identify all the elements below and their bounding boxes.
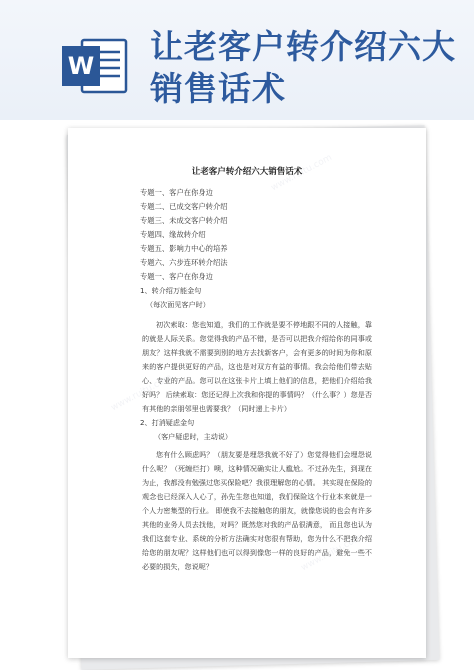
toc-item: 专题三、未成交客户转介绍 [140, 216, 228, 225]
word-document-icon [60, 34, 130, 98]
svg-text:W: W [67, 52, 95, 80]
banner-title: 让老客户转介绍六大销售话术 [150, 27, 456, 108]
toc-item: 专题五、影响力中心的培养 [140, 244, 228, 253]
section-subheading: （每次面见客户时） [146, 300, 210, 309]
toc-item: 专题一、客户在你身边 [140, 188, 213, 197]
document-page: www.ruitu.com www.ruitu.com www.ruitu.com 让老客户转介绍六大销售话术 专题一、客户在你身边 专题二、已成交客户转介绍 专题三、未成交客户转介绍 专题四、缘故转介绍 专题五、影响力中心的培养 专题六、六步连环转介绍法 专题一、客户在你身边 1、转介绍万能金句 （每次面见客户时） 初次索取：您也知道，我们的工作就是要不停地跟不同的人接触，靠的就是人际关系。您觉得我的产品不错，是否可以把我介绍给你的同事或朋友？这样我就不需要到别的地方去找新客户，会有更多的时间为你和原来的客户提供更好的产品，这也是对双方有益的事情。我会给他们带去贴心、专业的产品。您可以在这张卡片上填上他们的信息，把他们介绍给我好吗？ 后续索取：您还记得上次我和你提的事情吗？（什么事？）您是否有其他的亲朋邻里也需要我？（同时递上卡片） 2、打消疑虑金句 （客户疑虑时，主动说） 您有什么顾虑吗？（朋友要是埋怨我就不好了）您觉得他们会埋怨说什么呢？（死缠烂打）噢，这种情况确实让人尴尬。不过孙先生，到现在为止，我都没有勉强过您买保险吧？我很理解您的心情。 其实现在保险的观念也已经深入人心了，孙先生您也知道，我们保险这个行业本来就是一个人力密集型的行业。 即使我不去接触您的朋友，就像您说的也会有许多其他的业务人员去找他，对吗？既然您对我的产品很满意， 而且您也认为我们这套专业、系统的分析方法确实对您很有帮助，您为什么不把我介绍给您的朋友呢？这样他们也可以得到像您一样的良好的产品，避免一些不必要的损失，您说呢？ [68, 128, 426, 658]
banner [0, 0, 474, 120]
section-subheading: （客户疑虑时，主动说） [154, 432, 233, 441]
section-paragraph: 您有什么顾虑吗？（朋友要是埋怨我就不好了）您觉得他们会埋怨说什么呢？（死缠烂打）噢，这种情况确实让人尴尬。不过孙先生，到现在为止，我都没有勉强过您买保险吧？我很理解您的心情。 其实现在保险的观念也已经深入人心了，孙先生您也知道，我们保险这个行业本来就是一个人力密集型的行业。 即使我不去接触您的朋友，就像您说的也会有许多其他的业务人员去找他，对吗？既然您对我的产品很满意， 而且您也认为我们这套专业、系统的分析方法确实对您很有帮助，您为什么不把我介绍给您的朋友呢？这样他们也可以得到像您一样的良好的产品，避免一些不必要的损失，您说呢？ [142, 450, 372, 571]
toc-item: 专题六、六步连环转介绍法 [140, 258, 228, 267]
toc-item: 专题一、客户在你身边 [140, 272, 213, 281]
section-heading: 1、转介绍万能金句 [140, 286, 202, 295]
table-of-contents [140, 186, 400, 284]
document-title: 让老客户转介绍六大销售话术 [191, 167, 303, 177]
section-heading: 2、打消疑虑金句 [140, 418, 195, 427]
section-paragraph: 初次索取：您也知道，我们的工作就是要不停地跟不同的人接触，靠的就是人际关系。您觉得我的产品不错，是否可以把我介绍给你的同事或朋友？这样我就不需要到别的地方去找新客户，会有更多的时间为你和原来的客户提供更好的产品，这也是对双方有益的事情。我会给他们带去贴心、专业的产品。您可以在这张卡片上填上他们的信息，把他们介绍给我好吗？ 后续索取：您还记得上次我和你提的事情吗？（什么事？）您是否有其他的亲朋邻里也需要我？（同时递上卡片） [142, 320, 372, 413]
toc-item: 专题四、缘故转介绍 [140, 230, 206, 239]
toc-item: 专题二、已成交客户转介绍 [140, 202, 228, 211]
